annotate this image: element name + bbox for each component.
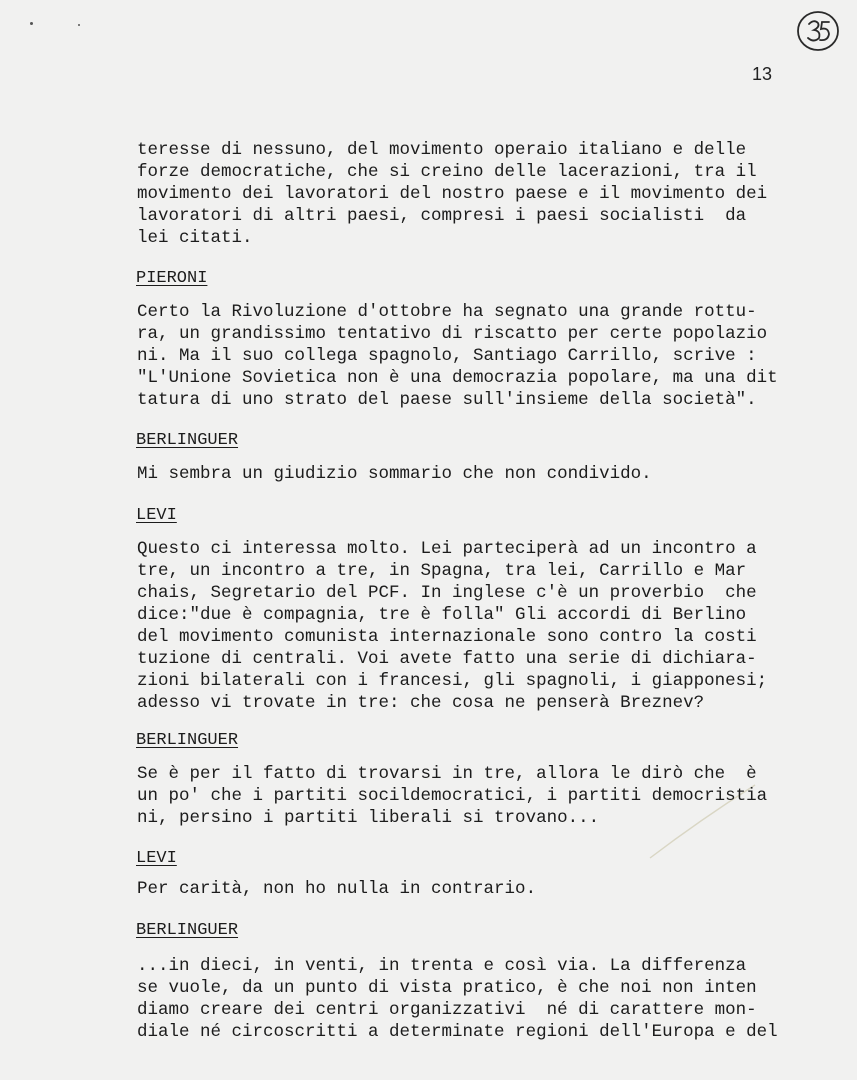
speaker-paragraph: Per carità, non ho nulla in contrario.: [137, 879, 537, 899]
speaker-paragraph: Questo ci interessa molto. Lei parteciperà ad un incontro a tre, un incontro a tre, in Spagna, tra lei, Carrillo e Mar chais, Segretario del PCF. In inglese c'è un proverbio che dice:"due è compagnia, tre è folla" Gli accordi di Berlino del movimento comunista internazionale sono contro la costi tuzione di centrali. Voi avete fatto una serie di dichiara- zioni bilaterali con i francesi, gli spagnoli, i giapponesi; adesso vi trovate in tre: che cosa ne penserà Breznev?: [137, 539, 768, 713]
speaker-label-levi: LEVI: [136, 849, 177, 868]
scan-speck: [30, 22, 33, 25]
speaker-paragraph: ...in dieci, in venti, in trenta e così via. La differenza se vuole, da un punto di vista pratico, è che noi non inten diamo creare dei centri organizzativi né di carattere mon- diale né circoscritti a determinate regioni dell'Europa e del: [137, 956, 778, 1042]
speaker-label-pieroni: PIERONI: [136, 269, 208, 288]
speaker-label-berlinguer: BERLINGUER: [136, 731, 239, 750]
opening-paragraph: teresse di nessuno, del movimento operaio italiano e delle forze democratiche, che si creino delle lacerazioni, tra il movimento dei lavoratori del nostro paese e il movimento dei lavoratori di altri paesi, compresi i paesi socialisti da lei citati.: [137, 140, 768, 248]
scan-speck: [78, 24, 80, 26]
speaker-paragraph: Se è per il fatto di trovarsi in tre, allora le dirò che è un po' che i partiti socildemocratici, i partiti democristia ni, persino i partiti liberali si trovano...: [137, 764, 768, 828]
speaker-paragraph: Mi sembra un giudizio sommario che non condivido.: [137, 464, 652, 484]
page-number: 13: [752, 64, 773, 84]
speaker-label-levi: LEVI: [136, 506, 177, 525]
speaker-paragraph: Certo la Rivoluzione d'ottobre ha segnato una grande rottu- ra, un grandissimo tentativo di riscatto per certe popolazio ni. Ma il suo collega spagnolo, Santiago Carrillo, scrive : "L'Unione Sovietica non è una democrazia popolare, ma una dit tatura di uno strato del paese sull'insieme della società".: [137, 302, 778, 410]
speaker-label-berlinguer: BERLINGUER: [136, 431, 239, 450]
archive-stamp: [795, 8, 841, 54]
speaker-label-berlinguer: BERLINGUER: [136, 921, 239, 940]
